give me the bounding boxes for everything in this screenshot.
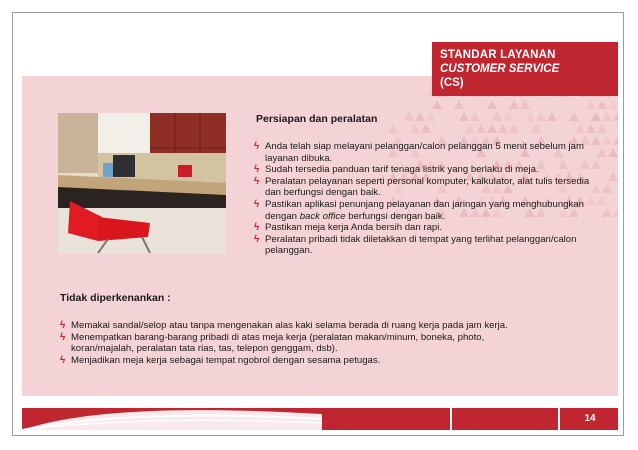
footer-swoosh	[22, 406, 618, 432]
list-item: ϟ Anda telah siap melayani pelanggan/calon pelanggan 5 menit sebelum jam layanan dibuka.	[254, 141, 584, 164]
pattern-triangle	[470, 112, 480, 121]
pattern-triangle	[421, 124, 431, 133]
service-desk-photo	[58, 113, 226, 253]
page-number: 14	[565, 408, 615, 430]
pattern-triangle	[586, 100, 596, 109]
lightning-bullet-icon: ϟ	[254, 222, 260, 234]
pattern-triangle	[509, 124, 519, 133]
pattern-triangle	[531, 124, 541, 133]
pattern-triangle	[465, 124, 475, 133]
header-title-box	[432, 42, 618, 96]
pattern-triangle	[597, 124, 607, 133]
pattern-triangle	[597, 100, 607, 109]
list-item: ϟ Pastikan meja kerja Anda bersih dan rapi.	[254, 222, 443, 234]
pattern-triangle	[547, 112, 557, 121]
list-item: ϟ Pastikan aplikasi penunjang pelayanan dan jaringan yang menghubungkan dengan back office berfungsi dengan baik.	[254, 198, 584, 222]
header-line-3: (CS)	[440, 77, 464, 89]
pattern-triangle	[476, 124, 486, 133]
header-line-1: STANDAR LAYANAN	[440, 49, 556, 61]
section-title-not-allowed: Tidak diperkenankan :	[60, 292, 171, 304]
lightning-bullet-icon: ϟ	[60, 354, 66, 366]
list-item: ϟ Menempatkan barang-barang pribadi di atas meja kerja (peralatan makan/minum, boneka, photo, koran/majalah, peralatan tata rias, tas, telepon genggam, dsb).	[60, 331, 485, 355]
pattern-triangle	[536, 112, 546, 121]
pattern-triangle	[602, 112, 612, 121]
pattern-triangle	[608, 148, 618, 157]
pattern-triangle	[608, 172, 618, 181]
section-title-preparation: Persiapan dan peralatan	[256, 113, 378, 125]
pattern-triangle	[415, 112, 425, 121]
lightning-bullet-icon: ϟ	[60, 331, 66, 343]
pattern-triangle	[487, 124, 497, 133]
pattern-triangle	[591, 112, 601, 121]
lightning-bullet-icon: ϟ	[254, 141, 260, 152]
pattern-triangle	[426, 112, 436, 121]
pattern-triangle	[525, 112, 535, 121]
pattern-triangle	[459, 112, 469, 121]
pattern-triangle	[492, 112, 502, 121]
list-item: ϟ Sudah tersedia panduan tarif tenaga listrik yang berlaku di meja.	[254, 164, 539, 176]
pattern-triangle	[432, 100, 442, 109]
pattern-triangle	[575, 124, 585, 133]
lightning-bullet-icon: ϟ	[254, 233, 260, 245]
pattern-triangle	[586, 124, 596, 133]
pattern-triangle	[569, 112, 579, 121]
header-line-2: CUSTOMER SERVICE	[440, 63, 560, 75]
pattern-triangle	[509, 100, 519, 109]
pattern-triangle	[520, 100, 530, 109]
pattern-triangle	[613, 208, 618, 217]
pattern-triangle	[454, 100, 464, 109]
back-office-term: back office	[299, 210, 346, 222]
pattern-triangle	[388, 124, 398, 133]
lightning-bullet-icon: ϟ	[254, 164, 260, 176]
pattern-triangle	[503, 112, 513, 121]
pattern-triangle	[410, 124, 420, 133]
list-item: ϟ Menjadikan meja kerja sebagai tempat ngobrol dengan sesama petugas.	[60, 354, 381, 366]
lightning-bullet-icon: ϟ	[254, 175, 260, 187]
pattern-triangle	[498, 124, 508, 133]
not-allowed-list	[60, 320, 530, 366]
list-item: ϟ Memakai sandal/selop atau tanpa mengenakan alas kaki selama berada di ruang kerja pada jam kerja.	[60, 320, 508, 331]
pattern-triangle	[613, 136, 618, 145]
pattern-triangle	[613, 112, 618, 121]
pattern-triangle	[608, 100, 618, 109]
list-item: ϟ Peralatan pribadi tidak diletakkan di tempat yang terlihat pelanggan/calon pelanggan.	[254, 233, 577, 257]
lightning-bullet-icon: ϟ	[254, 198, 260, 210]
preparation-list	[254, 141, 606, 257]
list-item: ϟ Peralatan pelayanan seperti personal komputer, kalkulator, alat tulis tersedia dan berfungsi dengan baik.	[254, 175, 590, 199]
lightning-bullet-icon: ϟ	[60, 320, 66, 331]
pattern-triangle	[404, 112, 414, 121]
pattern-triangle	[487, 100, 497, 109]
